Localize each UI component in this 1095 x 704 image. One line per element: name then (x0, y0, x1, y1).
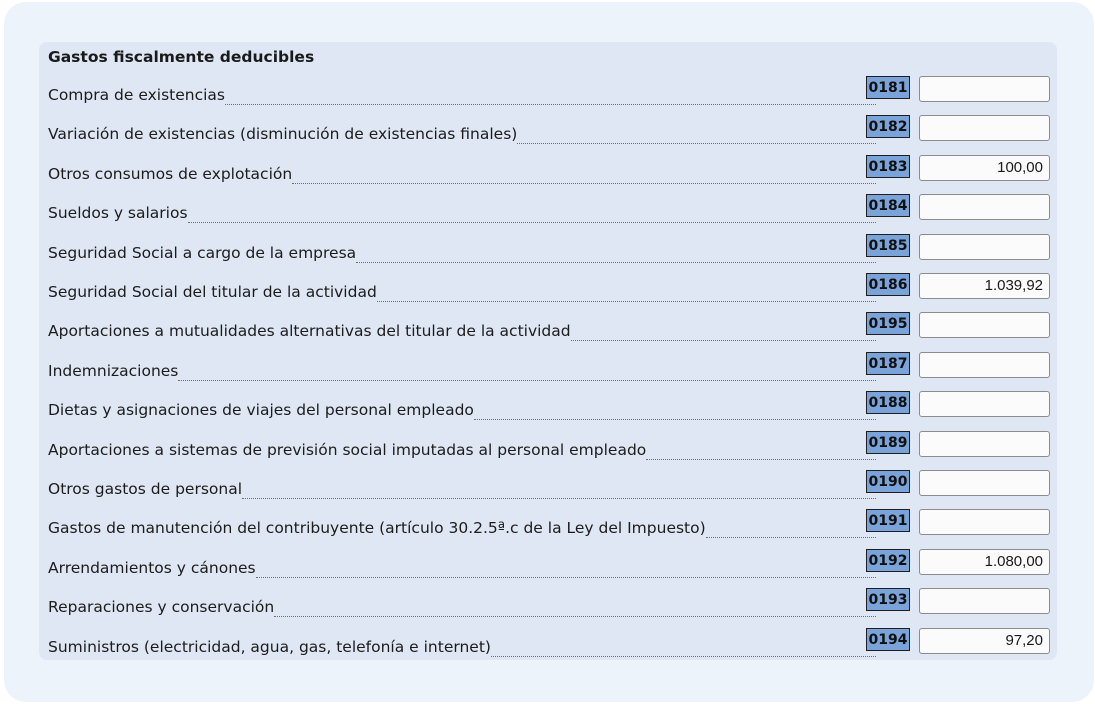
amount-field[interactable] (919, 509, 1050, 535)
row-label: Suministros (electricidad, agua, gas, telefonía e internet) (48, 638, 491, 656)
amount-field[interactable] (919, 391, 1050, 417)
dotted-leader (491, 656, 876, 657)
dotted-leader (256, 577, 876, 578)
row-label: Sueldos y salarios (48, 204, 188, 222)
expense-row (48, 352, 1052, 384)
row-label: Gastos de manutención del contribuyente (artículo 30.2.5ª.c de la Ley del Impuesto) (48, 519, 706, 537)
section-title: Gastos fiscalmente deducibles (48, 48, 315, 66)
box-code: 0190 (866, 470, 910, 493)
box-code: 0188 (866, 391, 910, 414)
row-label: Seguridad Social a cargo de la empresa (48, 244, 357, 262)
box-code: 0193 (866, 588, 910, 611)
box-code: 0192 (866, 549, 910, 572)
row-label: Compra de existencias (48, 86, 226, 104)
expense-row (48, 549, 1052, 581)
box-code: 0181 (866, 76, 910, 99)
box-code: 0185 (866, 234, 910, 257)
box-code: 0184 (866, 194, 910, 217)
amount-field[interactable] (919, 312, 1050, 338)
box-code: 0183 (866, 155, 910, 178)
dotted-leader (178, 380, 876, 381)
dotted-leader (517, 143, 876, 144)
dotted-leader (292, 183, 876, 184)
amount-field[interactable]: 100,00 (919, 155, 1050, 181)
box-code: 0186 (866, 273, 910, 296)
row-label: Otros consumos de explotación (48, 165, 293, 183)
row-label: Reparaciones y conservación (48, 598, 275, 616)
expense-row (48, 588, 1052, 620)
amount-field[interactable] (919, 431, 1050, 457)
expense-row (48, 431, 1052, 463)
dotted-leader (356, 262, 876, 263)
amount-field[interactable] (919, 588, 1050, 614)
expense-row (48, 76, 1052, 108)
expense-row (48, 115, 1052, 147)
row-label: Indemnizaciones (48, 362, 179, 380)
box-code: 0194 (866, 628, 910, 651)
amount-field[interactable] (919, 234, 1050, 260)
dotted-leader (646, 459, 876, 460)
amount-field[interactable] (919, 470, 1050, 496)
row-label: Variación de existencias (disminución de existencias finales) (48, 125, 518, 143)
amount-field[interactable]: 97,20 (919, 628, 1050, 654)
row-label: Otros gastos de personal (48, 480, 243, 498)
amount-field[interactable]: 1.039,92 (919, 273, 1050, 299)
row-label: Seguridad Social del titular de la actividad (48, 283, 377, 301)
dotted-leader (571, 340, 876, 341)
dotted-leader (474, 419, 876, 420)
dotted-leader (188, 222, 876, 223)
expense-row (48, 470, 1052, 502)
box-code: 0182 (866, 115, 910, 138)
amount-field[interactable] (919, 76, 1050, 102)
dotted-leader (242, 498, 876, 499)
amount-field[interactable] (919, 194, 1050, 220)
expense-row (48, 194, 1052, 226)
box-code: 0191 (866, 509, 910, 532)
expense-row (48, 628, 1052, 660)
dotted-leader (706, 537, 876, 538)
row-label: Aportaciones a mutualidades alternativas del titular de la actividad (48, 322, 571, 340)
row-label: Arrendamientos y cánones (48, 559, 256, 577)
dotted-leader (274, 616, 876, 617)
expense-row (48, 273, 1052, 305)
row-label: Dietas y asignaciones de viajes del personal empleado (48, 401, 474, 419)
amount-field[interactable]: 1.080,00 (919, 549, 1050, 575)
amount-field[interactable] (919, 352, 1050, 378)
dotted-leader (225, 104, 876, 105)
row-label: Aportaciones a sistemas de previsión social imputadas al personal empleado (48, 441, 647, 459)
expense-row (48, 391, 1052, 423)
box-code: 0189 (866, 431, 910, 454)
box-code: 0187 (866, 352, 910, 375)
expense-row (48, 509, 1052, 541)
expense-row (48, 155, 1052, 187)
dotted-leader (377, 301, 876, 302)
expense-row (48, 234, 1052, 266)
box-code: 0195 (866, 312, 910, 335)
expense-row (48, 312, 1052, 344)
amount-field[interactable] (919, 115, 1050, 141)
